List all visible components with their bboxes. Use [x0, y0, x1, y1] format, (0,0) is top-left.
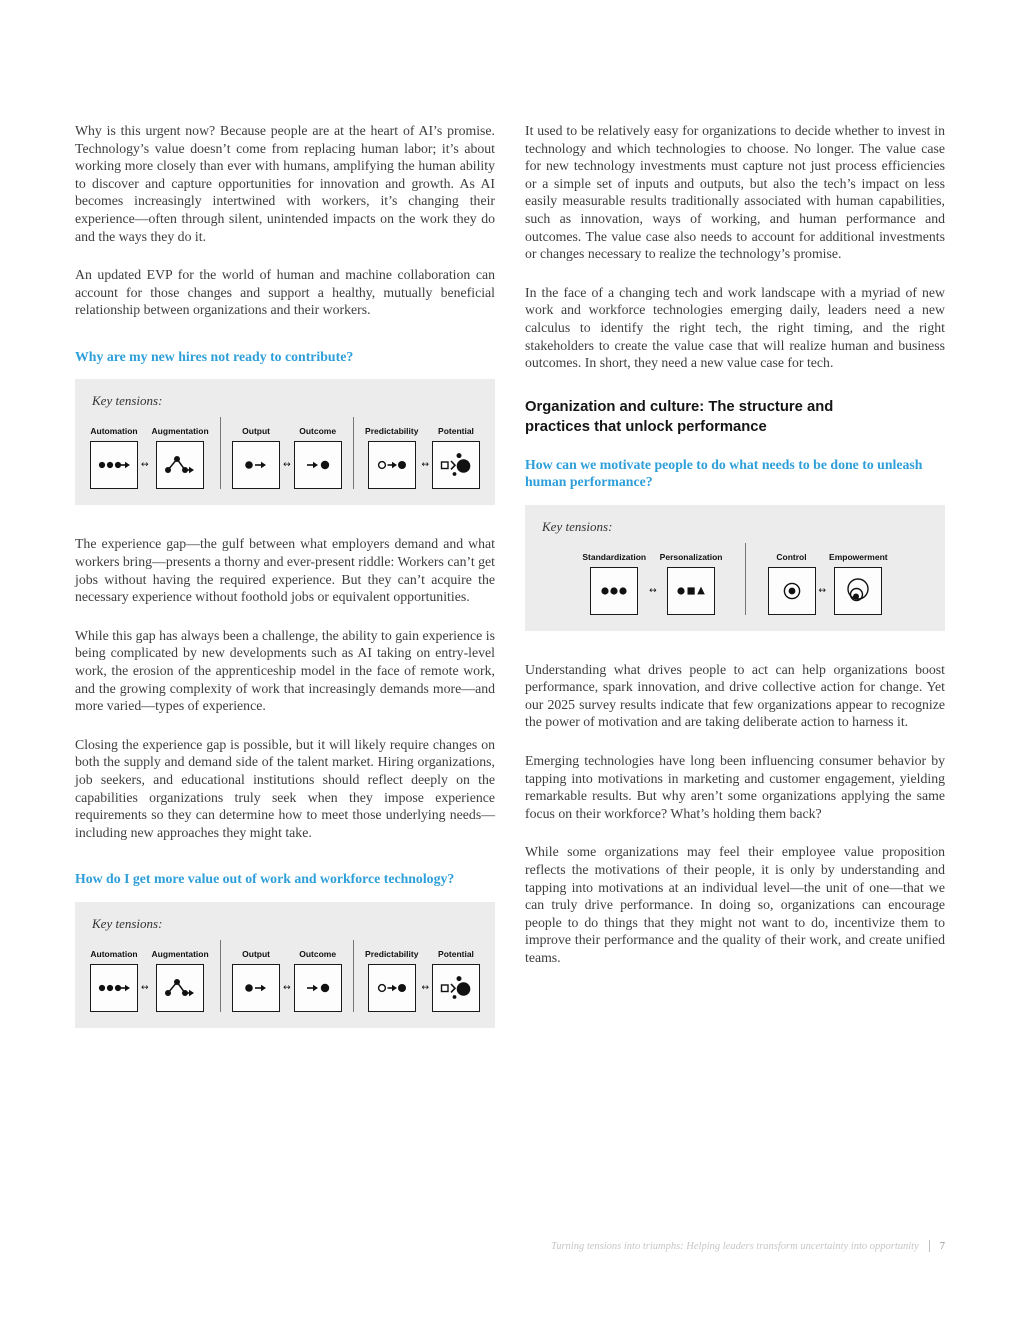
tension-item-standardization	[582, 552, 646, 615]
tension-tile	[768, 567, 816, 615]
tension-tile	[667, 567, 715, 615]
potential-icon	[439, 452, 473, 478]
tension-label: Potential	[438, 426, 474, 437]
predictability-icon	[376, 976, 408, 1000]
question-heading-new-hires: Why are my new hires not ready to contribute?	[75, 348, 354, 364]
predictability-icon	[376, 453, 408, 477]
tension-item-output	[232, 949, 280, 1012]
tension-pair-predictability-potential	[365, 426, 480, 489]
tension-label: Standardization	[582, 551, 647, 562]
tension-label: Augmentation	[151, 426, 209, 437]
tension-label: Empowerment	[829, 551, 888, 562]
tension-pair-output-outcome	[232, 949, 342, 1012]
outcome-icon	[303, 453, 333, 477]
augmentation-icon	[163, 976, 197, 1000]
key-tensions-label: Key tensions:	[92, 393, 163, 409]
augmentation-icon	[163, 453, 197, 477]
tension-item-output	[232, 426, 280, 489]
tension-divider	[745, 543, 746, 615]
tension-tile	[156, 964, 204, 1012]
standardization-icon	[598, 579, 630, 603]
tension-label: Augmentation	[151, 948, 209, 959]
tension-label: Automation	[90, 948, 138, 959]
tension-tile	[232, 441, 280, 489]
tension-pair-standardization-personalization	[582, 552, 722, 615]
tension-tile	[90, 964, 138, 1012]
tension-label: Output	[242, 426, 271, 437]
tensions-row	[540, 543, 930, 615]
body-paragraph: While some organizations may feel their employee value proposition reflects the motivations of their people, it is only by understanding and tapping into motivations at an individual level—the unit of one—that we can truly drive performance. In doing so, organizations can encourage people to do things that they might not want to do, incentivize them to improve their performance and the quality of their work, and create unified teams.	[525, 844, 945, 965]
tension-label: Output	[242, 948, 271, 959]
tension-item-potential	[432, 426, 480, 489]
tension-item-automation	[90, 426, 138, 489]
tension-tile	[294, 964, 342, 1012]
tension-label: Potential	[438, 948, 474, 959]
double-arrow-icon: ↔	[818, 585, 827, 596]
left-column	[75, 122, 495, 1058]
tension-tile	[432, 441, 480, 489]
double-arrow-icon: ↔	[141, 982, 149, 993]
double-arrow-icon: ↔	[283, 982, 291, 993]
tension-tile	[368, 441, 416, 489]
tension-item-outcome	[294, 426, 342, 489]
tensions-row	[90, 417, 480, 489]
tension-tile	[294, 441, 342, 489]
tension-tile	[90, 441, 138, 489]
right-column	[525, 122, 945, 1058]
key-tensions-box-work-tech-repeat	[75, 902, 495, 1028]
body-paragraph: Emerging technologies have long been influencing consumer behavior by tapping into motivations in marketing and customer engagement, yielding remarkable results. But why aren’t some organizations applying the same focus on their workforce? What’s holding them back?	[525, 753, 945, 821]
tension-label: Outcome	[299, 426, 337, 437]
body-paragraph: Why is this urgent now? Because people are at the heart of AI’s promise. Technology’s value doesn’t come from replacing human labor; it’s about working more closely than ever with humans, amplifying the human ability to discover and capture opportunities for innovation and growth. As AI becomes increasingly intertwined with workers, it’s changing their experience—often through silent, unintended impacts on the work they do and the ways they do it.	[75, 123, 495, 244]
tension-divider	[220, 940, 221, 1012]
tension-label: Personalization	[659, 551, 723, 562]
double-arrow-icon: ↔	[141, 460, 149, 471]
tension-item-empowerment	[829, 552, 888, 615]
tensions-row	[90, 940, 480, 1012]
tension-item-control	[768, 552, 816, 615]
double-arrow-icon: ↔	[283, 460, 291, 471]
page-number: 7	[939, 1240, 945, 1252]
key-tensions-label: Key tensions:	[542, 518, 613, 534]
personalization-icon	[675, 579, 707, 603]
tension-divider	[353, 417, 354, 489]
tension-item-potential	[432, 949, 480, 1012]
tension-tile	[432, 964, 480, 1012]
tension-tile	[368, 964, 416, 1012]
tension-item-automation	[90, 949, 138, 1012]
tension-label: Outcome	[299, 948, 337, 959]
empowerment-icon	[842, 577, 874, 605]
tension-tile	[834, 567, 882, 615]
section-heading-organization-culture: Organization and culture: The structure and practices that unlock performance	[525, 398, 834, 435]
body-paragraph: Understanding what drives people to act can help organizations boost performance, spark innovation, and drive collective action for change. Yet our 2025 survey results indicate that few organizations appear to recognize the power of motivation and are taking deliberate action to harness it.	[525, 661, 945, 730]
tension-divider	[353, 940, 354, 1012]
double-arrow-icon: ↔	[649, 585, 657, 596]
double-arrow-icon: ↔	[421, 460, 429, 471]
tension-pair-automation-augmentation	[90, 949, 209, 1012]
footer-report-title: Turning tensions into triumphs: Helping leaders transform uncertainty into opportunity	[550, 1240, 919, 1252]
question-heading-tech-value: How do I get more value out of work and workforce technology?	[75, 871, 455, 887]
automation-icon	[97, 453, 131, 477]
key-tensions-box-org-culture	[525, 505, 945, 631]
tension-item-augmentation	[152, 426, 209, 489]
tension-item-augmentation	[152, 949, 209, 1012]
key-tensions-label: Key tensions:	[92, 915, 163, 931]
output-icon	[241, 453, 271, 477]
tension-pair-predictability-potential	[365, 949, 480, 1012]
double-arrow-icon: ↔	[421, 982, 429, 993]
tension-divider	[220, 417, 221, 489]
tension-tile	[232, 964, 280, 1012]
potential-icon	[439, 975, 473, 1001]
automation-icon	[97, 976, 131, 1000]
tension-item-predictability	[365, 426, 418, 489]
body-paragraph: While this gap has always been a challenge, the ability to gain experience is being complicated by new developments such as AI taking on entry-level work, the erosion of the apprenticeship model in the face of remote work, and the growing complexity of work that increasingly demands more—and more varied—types of experience.	[75, 627, 495, 714]
tension-label: Predictability	[365, 948, 419, 959]
tension-pair-output-outcome	[232, 426, 342, 489]
body-paragraph: Closing the experience gap is possible, but it will likely require changes on both the supply and demand side of the talent market. Hiring organizations, job seekers, and educational institutions should reflect deeply on the capabilities organizations truly seek when they impose experience requirements so they can determine how to meet those underlying needs—including new approaches they might take.	[75, 736, 495, 840]
tension-label: Control	[776, 551, 807, 562]
tension-label: Predictability	[365, 426, 419, 437]
question-heading-motivation: How can we motivate people to do what needs to be done to unleash human performance?	[525, 456, 923, 490]
tension-item-predictability	[365, 949, 418, 1012]
tension-item-outcome	[294, 949, 342, 1012]
tension-pair-automation-augmentation	[90, 426, 209, 489]
body-paragraph: In the face of a changing tech and work landscape with a myriad of new work and workforce technologies emerging daily, leaders need a new calculus to identify the right tech, the right timing, and the right stakeholders to create the value case that will realize human and business outcomes. In short, they need a new value case for tech.	[525, 284, 945, 371]
tension-tile	[590, 567, 638, 615]
control-icon	[779, 579, 805, 603]
footer-divider	[929, 1240, 930, 1252]
tension-label: Automation	[90, 426, 138, 437]
tension-pair-control-empowerment	[768, 552, 888, 615]
outcome-icon	[303, 976, 333, 1000]
body-paragraph: An updated EVP for the world of human and machine collaboration can account for those changes and support a healthy, mutually beneficial relationship between organizations and their workers.	[75, 267, 495, 318]
key-tensions-box-work-tech	[75, 379, 495, 505]
page-footer	[551, 1240, 945, 1252]
tension-tile	[156, 441, 204, 489]
tension-item-personalization	[660, 552, 723, 615]
output-icon	[241, 976, 271, 1000]
body-paragraph: It used to be relatively easy for organizations to decide whether to invest in technology and which technologies to choose. No longer. The value case for new technology investments must capture not just process efficiencies or a simple set of inputs and outputs, but also the tech’s impact on less easily measurable results traditionally associated with human capabilities, such as innovation, ways of working, and human performance and outcomes. The value case also needs to account for additional investments or changes necessary to realize the technology’s promise.	[525, 123, 945, 262]
body-paragraph: The experience gap—the gulf between what employers demand and what workers bring—presents a thorny and ever-present riddle: Workers can’t get jobs without having the required experience. But they can’t acquire the necessary experience without foothold jobs or equivalent opportunities.	[75, 536, 495, 605]
